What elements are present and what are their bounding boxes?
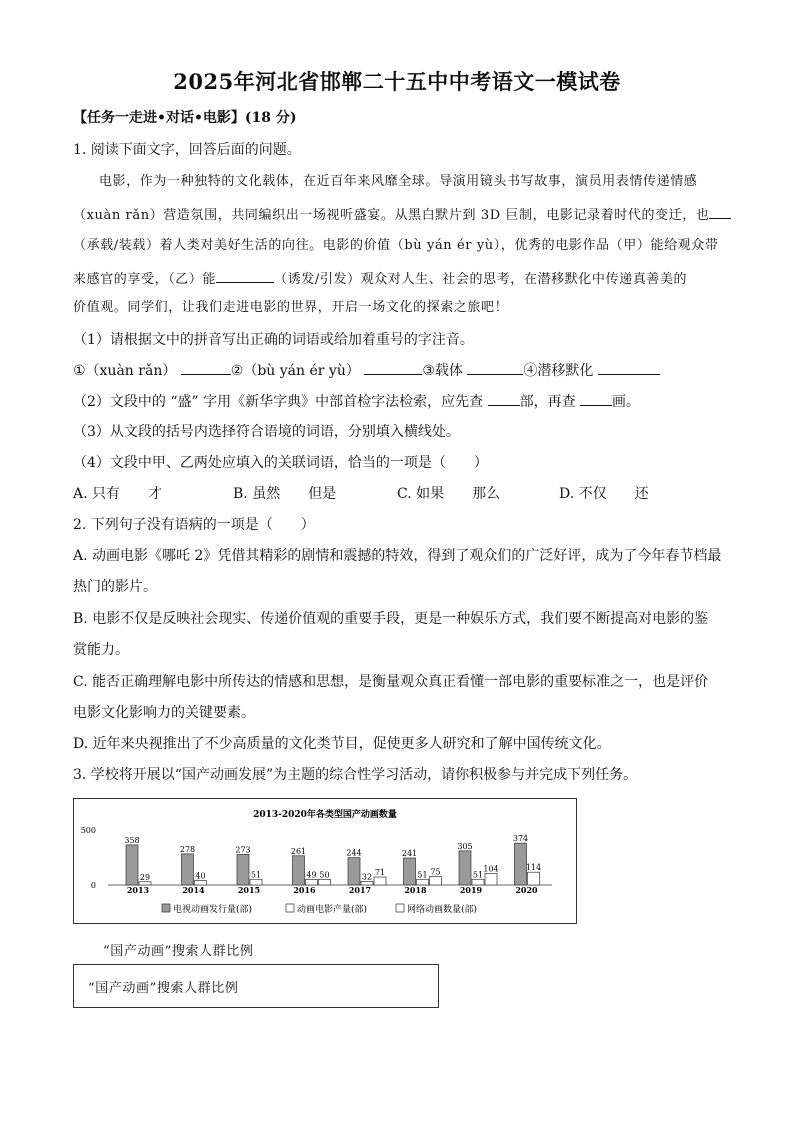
bar-web — [528, 872, 540, 885]
x-tick-label: 2014 — [182, 885, 205, 895]
search-ratio-title: “国产动画”搜索人群比例 — [88, 981, 239, 996]
bar-tv — [293, 856, 305, 885]
passage-line-5: 价值观。同学们，让我们走进电影的世界，开启一场文化的探索之旅吧！ — [73, 300, 509, 315]
x-tick-label: 2013 — [126, 885, 150, 895]
legend-label: 动画电影产量(部) — [297, 905, 368, 915]
bar-tv — [237, 854, 249, 885]
chart-caption: “国产动画”搜索人群比例 — [103, 944, 254, 959]
bar-web — [374, 877, 386, 885]
data-label: 29 — [139, 872, 151, 882]
q2-option-c-line2: 电影文化影响力的关键要素。 — [73, 705, 255, 721]
answer-blank[interactable] — [709, 204, 731, 219]
bar-web — [430, 877, 442, 885]
data-label: 241 — [401, 849, 418, 859]
y-tick-label: 500 — [80, 826, 96, 835]
data-label: 71 — [374, 868, 386, 878]
bar-tv — [348, 858, 360, 885]
bar-web — [319, 879, 331, 885]
answer-blank[interactable] — [364, 360, 422, 375]
answer-blank[interactable] — [467, 360, 523, 375]
option-c[interactable]: C. 如果 那么 — [397, 486, 501, 502]
legend-label: 网络动画数量(部) — [407, 905, 478, 915]
bar-web — [485, 873, 497, 885]
q1-sub1: （1）请根据文中的拼音写出正确的词语或给加着重号的字注音。 — [73, 332, 474, 348]
q3-stem: 3. 学校将开展以“国产动画发展”为主题的综合性学习活动，请你积极参与并完成下列任务。 — [73, 767, 638, 783]
passage-line-4b: （诱发/引发）观众对人生、社会的思考，在潜移默化中传递真善美的 — [274, 272, 688, 287]
x-tick-label: 2016 — [293, 885, 316, 895]
data-label: 273 — [235, 845, 251, 855]
bar-chart-svg — [74, 799, 576, 923]
option-d[interactable]: D. 不仅 还 — [559, 486, 649, 502]
option-b[interactable]: B. 虽然 但是 — [233, 486, 337, 502]
item-2: ②（bù yán ér yù） — [230, 363, 360, 379]
bar-tv — [459, 851, 471, 885]
search-ratio-box — [73, 964, 439, 1008]
q1-sub2-text-b: 部，再查 — [519, 394, 576, 410]
passage-line-4a: 来感官的享受，（乙）能 — [73, 272, 217, 287]
option-a[interactable]: A. 只有 才 — [73, 486, 163, 502]
answer-blank[interactable] — [216, 268, 274, 283]
x-tick-label: 2020 — [515, 885, 538, 895]
q1-sub3: （3）从文段的括号内选择符合语境的词语，分别填入横线处。 — [73, 424, 460, 440]
q2-option-a-line2: 热门的影片。 — [73, 579, 157, 595]
data-label: 51 — [472, 870, 484, 880]
data-label: 49 — [306, 870, 317, 880]
legend-label: 电视动画发行量(部) — [173, 905, 253, 915]
passage-line-4 — [73, 268, 733, 290]
q2-option-b-line2: 赏能力。 — [73, 642, 129, 658]
exam-title: 2025年河北省邯郸二十五中中考语文一模试卷 — [173, 69, 621, 94]
answer-blank[interactable] — [598, 360, 660, 375]
data-label: 75 — [430, 867, 441, 877]
legend-swatch — [162, 904, 170, 912]
data-label: 50 — [319, 870, 330, 880]
chart-title: 2013-2020年各类型国产动画数量 — [253, 810, 397, 820]
data-label: 32 — [361, 872, 373, 882]
data-label: 305 — [457, 841, 473, 851]
q2-option-a-line1[interactable]: A. 动画电影《哪吒 2》凭借其精彩的剧情和震撼的特效，得到了观众们的广泛好评，成为了今年春节档最 — [73, 548, 722, 564]
data-label: 104 — [483, 864, 499, 874]
q1-sub2 — [73, 391, 733, 412]
answer-blank[interactable] — [580, 391, 612, 406]
x-tick-label: 2017 — [348, 885, 372, 895]
x-tick-label: 2019 — [459, 885, 483, 895]
data-label: 51 — [417, 870, 428, 880]
data-label: 40 — [195, 871, 206, 881]
y-tick-label: 0 — [90, 881, 96, 890]
q1-options — [73, 484, 733, 504]
q2-option-c-line1[interactable]: C. 能否正确理解电影中所传达的情感和思想，是衡量观众真正看懂一部电影的重要标准之一，也是评价 — [73, 674, 709, 690]
legend-swatch — [286, 904, 294, 912]
data-label: 278 — [179, 844, 196, 854]
section-heading: 【任务一走进•对话•电影】(18 分) — [73, 110, 297, 126]
item-3: ③载体 — [422, 363, 463, 379]
q1-sub4: （4）文段中甲、乙两处应填入的关联词语，恰当的一项是（ ） — [73, 455, 488, 471]
item-4: ④潜移默化 — [523, 363, 594, 379]
answer-blank[interactable] — [181, 360, 231, 375]
q2-option-b-line1[interactable]: B. 电影不仅是反映社会现实、传递价值观的重要手段，更是一种娱乐方式，我们要不断提高对电影的鉴 — [73, 611, 709, 627]
x-tick-label: 2015 — [237, 885, 261, 895]
data-label: 244 — [346, 848, 362, 858]
bar-tv — [515, 843, 527, 885]
data-label: 374 — [512, 834, 529, 844]
passage-line-2 — [73, 204, 733, 226]
data-label: 261 — [290, 846, 307, 856]
bar-tv — [182, 854, 194, 885]
data-label: 358 — [124, 835, 140, 845]
data-label: 51 — [250, 870, 262, 880]
passage-line-3: （承载/装载）着人类对美好生活的向往。电影的价值（bù yán ér yù），优秀的电影作品（甲）能给观众带 — [73, 238, 719, 253]
legend-swatch — [396, 904, 404, 912]
q1-sub2-text-c: 画。 — [612, 394, 641, 410]
q2-option-d[interactable]: D. 近年来央视推出了不少高质量的文化类节目，促使更多人研究和了解中国传统文化。 — [73, 736, 611, 752]
animation-chart — [73, 798, 577, 924]
q1-sub1-items — [73, 360, 733, 381]
q1-stem: 1. 阅读下面文字，回答后面的问题。 — [73, 142, 301, 158]
q2-stem: 2. 下列句子没有语病的一项是（ ） — [73, 517, 315, 533]
x-tick-label: 2018 — [404, 885, 427, 895]
bar-tv — [126, 845, 138, 885]
passage-line-1: 电影，作为一种独特的文化载体，在近百年来风靡全球。导演用镜头书写故事，演员用表情传递情感 — [99, 174, 698, 189]
bar-tv — [404, 858, 416, 885]
passage-line-2-text: （xuàn rǎn）营造氛围，共同编织出一场视听盛宴。从黑白默片到 3D 巨制，电影记录着时代的变迁，也 — [73, 208, 710, 223]
answer-blank[interactable] — [488, 391, 520, 406]
item-1: ①（xuàn rǎn） — [73, 363, 177, 379]
q1-sub2-text-a: （2）文段中的 “盛” 字用《新华字典》中部首检字法检索，应先查 — [73, 394, 484, 410]
data-label: 114 — [525, 863, 542, 873]
